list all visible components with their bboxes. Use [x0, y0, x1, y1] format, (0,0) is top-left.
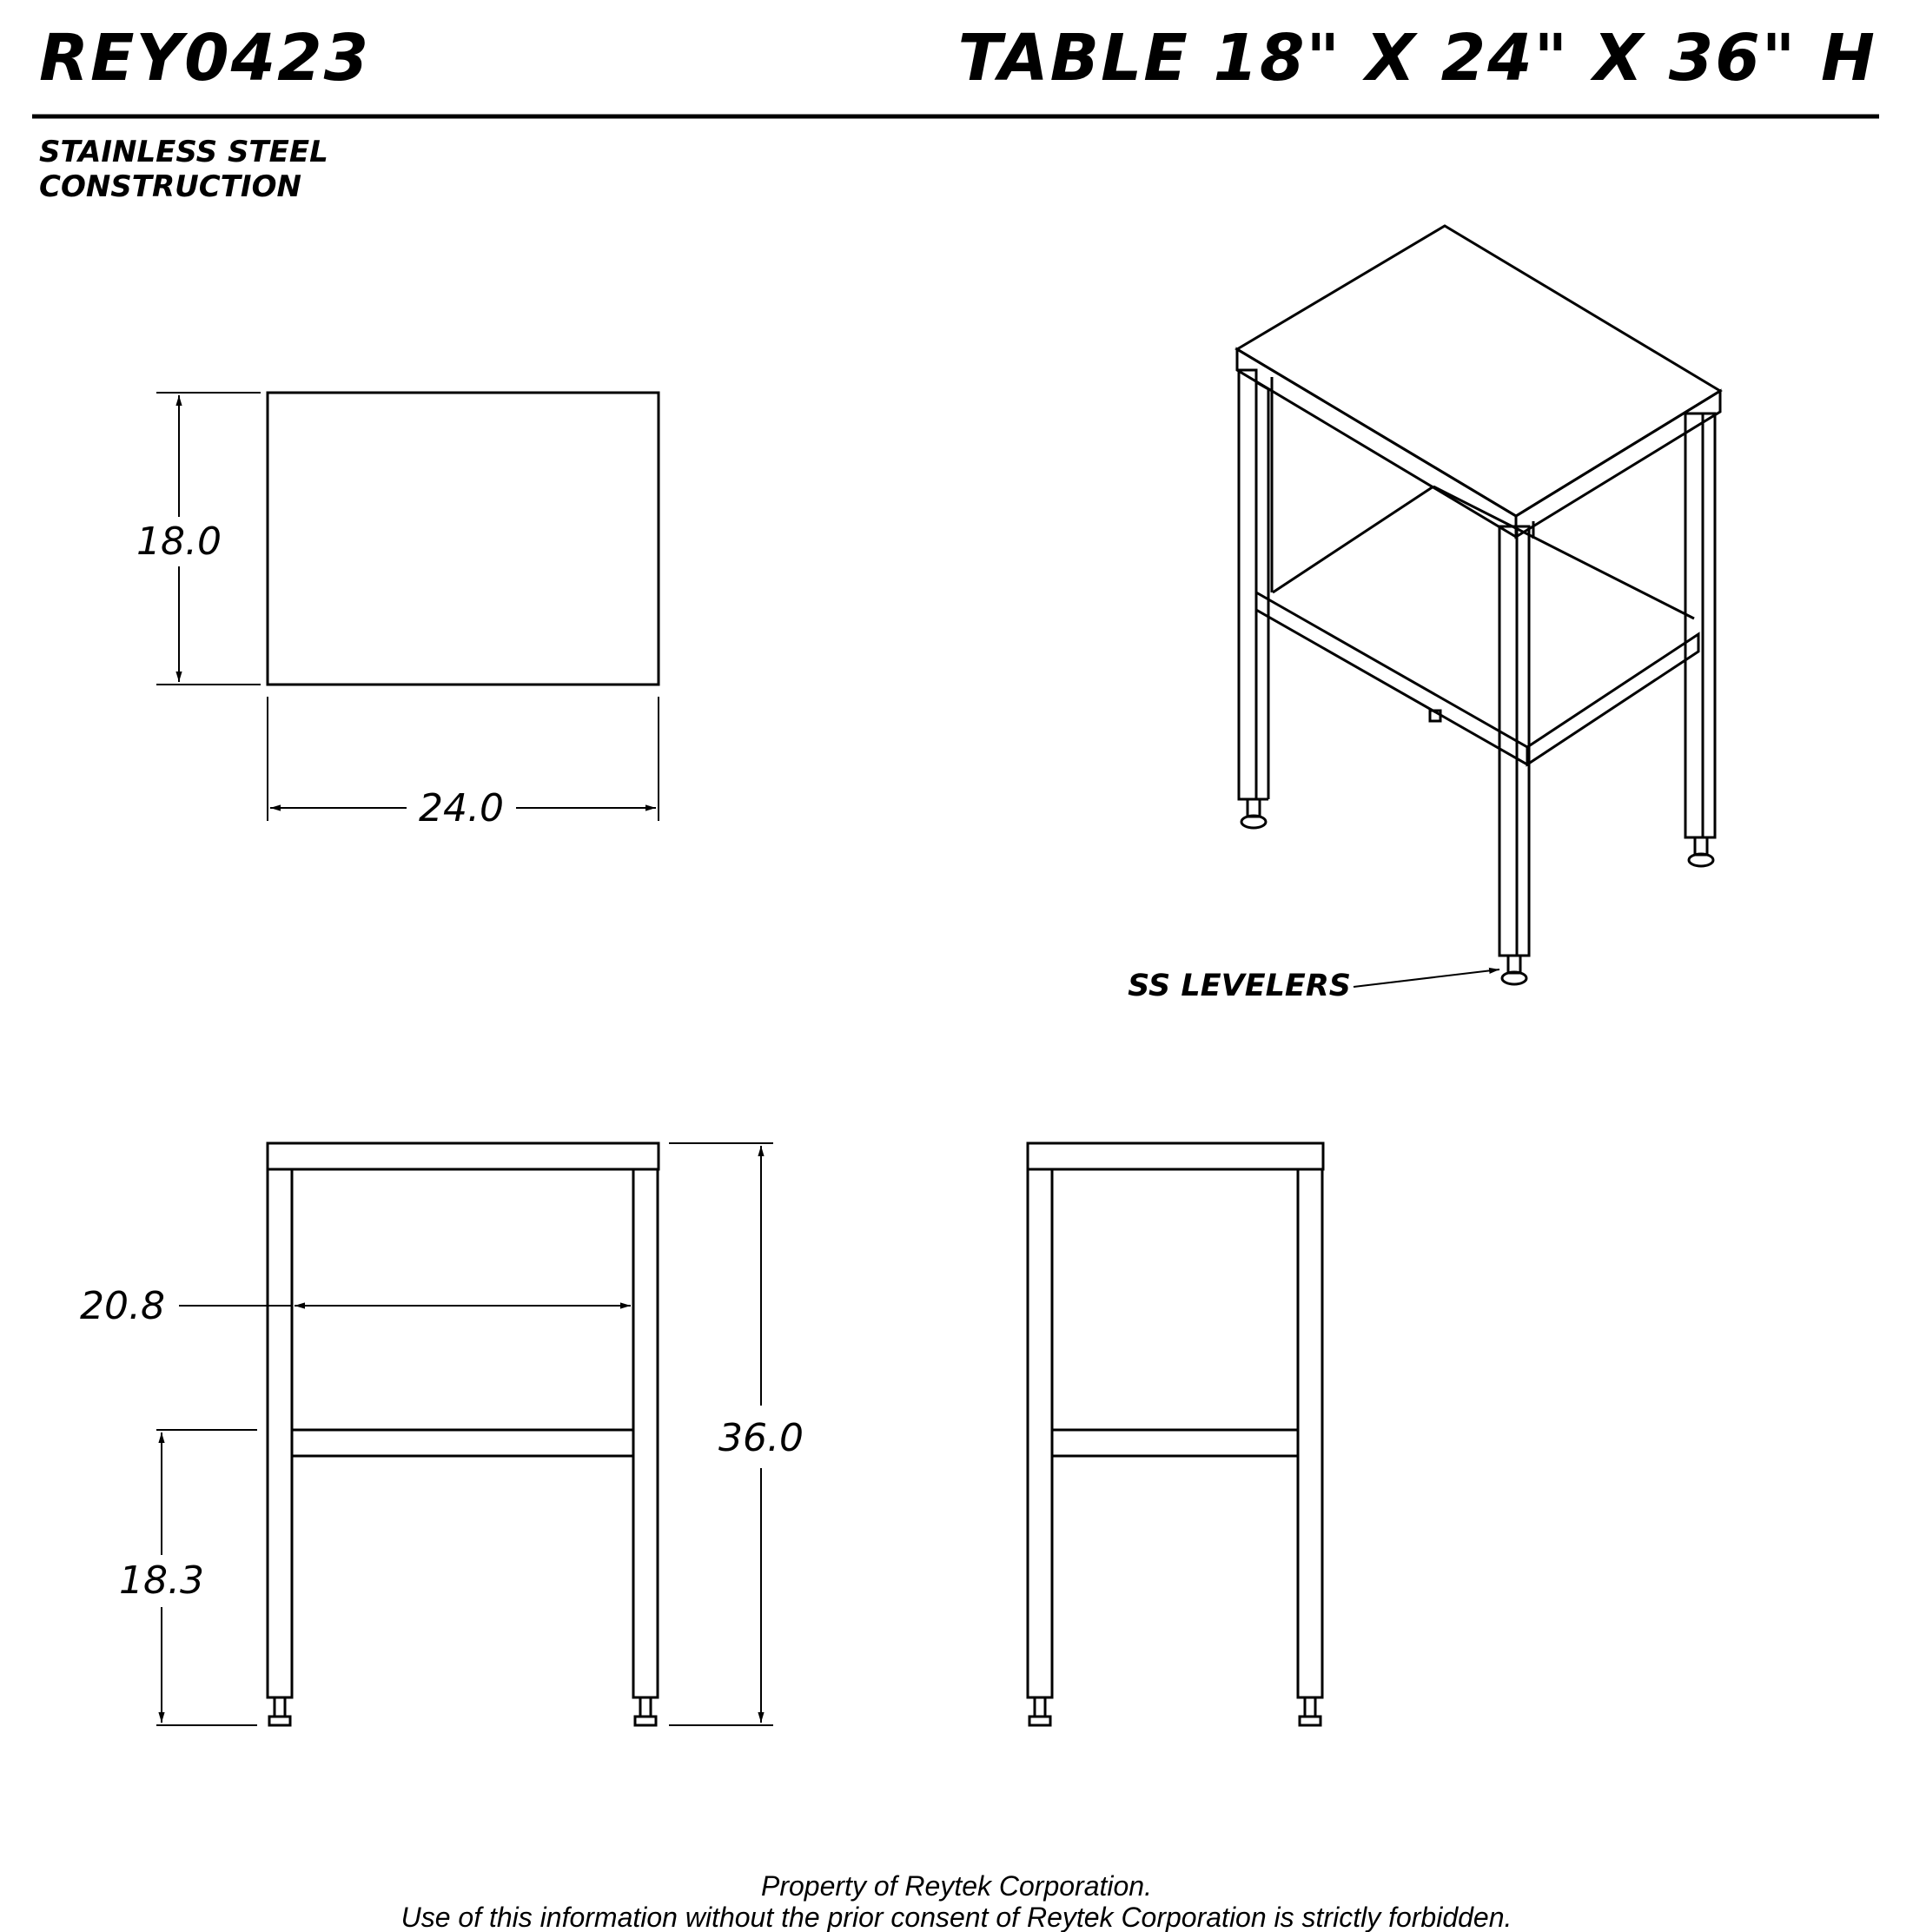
iso-front-apron	[1237, 349, 1516, 537]
iso-shelf-back-left	[1273, 486, 1433, 592]
iso-leg-back-left	[1239, 370, 1256, 799]
front-leg-right	[633, 1169, 658, 1697]
drawing-title: TABLE 18" X 24" X 36" H	[957, 21, 1877, 96]
side-tabletop	[1028, 1143, 1323, 1169]
side-shelf	[1052, 1430, 1298, 1456]
levelers-callout: SS LEVELERS	[1128, 969, 1351, 1003]
footer-property-line: Property of Reytek Corporation.	[761, 1870, 1152, 1902]
iso-tabletop	[1237, 226, 1720, 516]
iso-leveler	[1241, 799, 1266, 828]
tabletop-outline	[268, 393, 659, 685]
iso-leg-right	[1685, 414, 1703, 837]
side-view	[1028, 1143, 1323, 1725]
side-leg-left	[1028, 1169, 1052, 1697]
material-note-line1: STAINLESS STEEL	[39, 135, 328, 169]
iso-leveler	[1502, 956, 1526, 984]
shelf-height-dimension: 18.3	[119, 1558, 204, 1603]
front-shelf	[292, 1430, 633, 1456]
side-leg-right	[1298, 1169, 1322, 1697]
front-view	[80, 1143, 804, 1725]
material-note-line2: CONSTRUCTION	[39, 169, 301, 204]
iso-shelf-front	[1256, 592, 1527, 764]
iso-leg-right-side	[1703, 414, 1715, 837]
inner-width-dimension: 20.8	[80, 1284, 165, 1328]
depth-dimension: 18.0	[136, 519, 222, 564]
front-leg-left	[268, 1169, 292, 1697]
front-leveler-left	[269, 1697, 290, 1725]
isometric-view	[1128, 226, 1720, 1003]
side-leveler-left	[1029, 1697, 1050, 1725]
side-leveler-right	[1300, 1697, 1321, 1725]
front-leveler-right	[635, 1697, 656, 1725]
callout-leader	[1354, 969, 1499, 987]
part-number: REY0423	[39, 21, 371, 96]
iso-shelf-side	[1527, 634, 1698, 764]
footer-consent-line: Use of this information without the prior consent of Reytek Corporation is strictly forbidden.	[400, 1902, 1513, 1932]
width-dimension: 24.0	[419, 786, 504, 830]
iso-leg-edge	[1256, 382, 1268, 389]
front-tabletop	[268, 1143, 659, 1169]
iso-leveler	[1689, 837, 1713, 866]
overall-height-dimension: 36.0	[718, 1416, 804, 1460]
top-view	[136, 393, 659, 830]
